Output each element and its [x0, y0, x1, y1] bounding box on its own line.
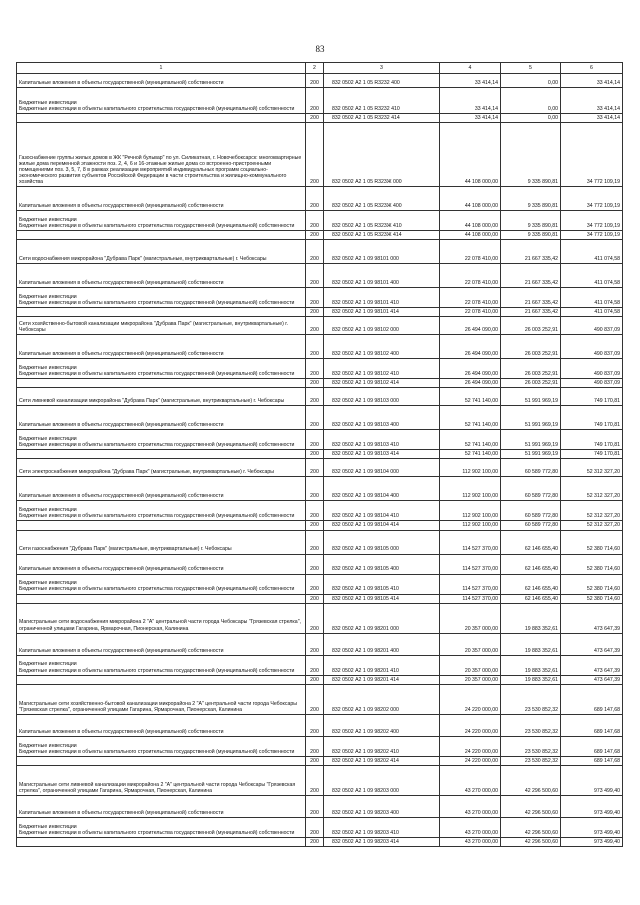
- row-value-6: 34 772 109,19: [561, 231, 623, 240]
- row-value-6: 52 312 327,20: [561, 459, 623, 477]
- row-col2: 200: [306, 88, 324, 114]
- row-name: Бюджетные инвестиции Бюджетные инвестиции в объекты капитального строительства государственной (муниципальной) собственности: [17, 88, 306, 114]
- row-col2: 200: [306, 603, 324, 633]
- row-name: Бюджетные инвестиции Бюджетные инвестиции в объекты капитального строительства государственной (муниципальной) собственности: [17, 359, 306, 379]
- row-col2: 200: [306, 335, 324, 359]
- row-value-6: 411 074,58: [561, 240, 623, 264]
- row-code: 832 0502 А2 1 09 98202 414: [324, 756, 440, 765]
- row-col2: 200: [306, 288, 324, 308]
- row-value-5: 26 003 252,91: [501, 379, 561, 388]
- row-name: Капитальные вложения в объекты государственной (муниципальной) собственности: [17, 714, 306, 736]
- row-col2: 200: [306, 675, 324, 684]
- table-row: [17, 837, 623, 846]
- row-value-4: 44 108 000,00: [440, 211, 501, 231]
- row-col2: 200: [306, 655, 324, 675]
- row-value-5: 21 667 335,42: [501, 240, 561, 264]
- row-value-6: 749 170,81: [561, 450, 623, 459]
- row-code: 832 0502 А2 1 09 98105 000: [324, 530, 440, 554]
- row-col2: 200: [306, 406, 324, 430]
- row-col2: 200: [306, 554, 324, 574]
- table-row: [17, 594, 623, 603]
- row-value-6: 52 380 714,60: [561, 574, 623, 594]
- row-code: 832 0502 А2 1 05 R323Ж 414: [324, 231, 440, 240]
- row-value-6: 473 647,39: [561, 603, 623, 633]
- row-name: Сети газоснабжения "Дубрава Парк" (магистральные, внутриквартальные) г. Чебоксары: [17, 530, 306, 554]
- row-col2: 200: [306, 756, 324, 765]
- table-row: [17, 530, 623, 554]
- table-row: [17, 684, 623, 714]
- row-value-5: 0,00: [501, 88, 561, 114]
- row-code: 832 0502 А2 1 09 98102 400: [324, 335, 440, 359]
- row-col2: 200: [306, 817, 324, 837]
- row-col2: 200: [306, 501, 324, 521]
- table-row: [17, 288, 623, 308]
- row-value-4: 22 078 410,00: [440, 264, 501, 288]
- row-value-4: 112 902 100,00: [440, 459, 501, 477]
- row-value-6: 411 074,58: [561, 264, 623, 288]
- row-code: 832 0502 А2 1 09 98203 410: [324, 817, 440, 837]
- row-value-4: 52 741 140,00: [440, 406, 501, 430]
- table-row: [17, 521, 623, 530]
- row-name: Сети ливневой канализации микрорайона "Дубрава Парк" (магистральные, внутриквартальные) г. Чебоксары: [17, 388, 306, 406]
- row-col2: 200: [306, 736, 324, 756]
- table-row: [17, 633, 623, 655]
- row-value-5: 23 530 852,32: [501, 736, 561, 756]
- row-name: Капитальные вложения в объекты государственной (муниципальной) собственности: [17, 187, 306, 211]
- row-value-5: 19 883 352,61: [501, 675, 561, 684]
- row-col2: 200: [306, 521, 324, 530]
- row-name: [17, 521, 306, 530]
- row-value-4: 20 357 000,00: [440, 655, 501, 675]
- row-value-5: 19 883 352,61: [501, 603, 561, 633]
- row-code: 832 0502 А2 1 05 R3232 400: [324, 74, 440, 88]
- row-code: 832 0502 А2 1 09 98105 414: [324, 594, 440, 603]
- row-name: [17, 837, 306, 846]
- table-row: [17, 714, 623, 736]
- row-value-4: 43 270 000,00: [440, 837, 501, 846]
- row-code: 832 0502 А2 1 09 98105 410: [324, 574, 440, 594]
- row-name: [17, 231, 306, 240]
- row-col2: 200: [306, 123, 324, 187]
- row-value-5: 0,00: [501, 74, 561, 88]
- row-value-5: 21 667 335,42: [501, 288, 561, 308]
- row-value-5: 42 296 500,60: [501, 837, 561, 846]
- row-name: Бюджетные инвестиции Бюджетные инвестиции в объекты капитального строительства государственной (муниципальной) собственности: [17, 574, 306, 594]
- row-name: Бюджетные инвестиции Бюджетные инвестиции в объекты капитального строительства государственной (муниципальной) собственности: [17, 430, 306, 450]
- row-code: 832 0502 А2 1 05 R323Ж 400: [324, 187, 440, 211]
- row-code: 832 0502 А2 1 09 98105 400: [324, 554, 440, 574]
- column-header: 3: [324, 63, 440, 74]
- row-value-6: 34 772 109,19: [561, 187, 623, 211]
- row-value-4: 22 078 410,00: [440, 240, 501, 264]
- row-col2: 200: [306, 308, 324, 317]
- row-value-5: 51 991 969,19: [501, 406, 561, 430]
- row-value-5: 51 991 969,19: [501, 388, 561, 406]
- row-value-6: 689 147,68: [561, 756, 623, 765]
- row-code: 832 0502 А2 1 09 98201 400: [324, 633, 440, 655]
- table-row: [17, 359, 623, 379]
- budget-table: [16, 62, 623, 847]
- table-row: [17, 74, 623, 88]
- row-code: 832 0502 А2 1 09 98203 000: [324, 765, 440, 795]
- row-col2: 200: [306, 211, 324, 231]
- row-value-5: 62 146 655,40: [501, 530, 561, 554]
- row-value-5: 51 991 969,19: [501, 450, 561, 459]
- table-row: [17, 379, 623, 388]
- row-value-5: 23 530 852,32: [501, 756, 561, 765]
- row-value-4: 43 270 000,00: [440, 817, 501, 837]
- row-name: Капитальные вложения в объекты государственной (муниципальной) собственности: [17, 554, 306, 574]
- table-row: [17, 765, 623, 795]
- row-value-6: 52 380 714,60: [561, 594, 623, 603]
- row-name: Магистральные сети водоснабжения микрорайона 2 "А" центральной части города Чебоксары "Грязевская стрелка", ограниченной улицами Гагарина, Ярмарочная, Пионерская, Калинина: [17, 603, 306, 633]
- row-value-5: 62 146 655,40: [501, 554, 561, 574]
- table-row: [17, 317, 623, 335]
- row-col2: 200: [306, 530, 324, 554]
- row-value-4: 44 108 000,00: [440, 123, 501, 187]
- row-name: Капитальные вложения в объекты государственной (муниципальной) собственности: [17, 335, 306, 359]
- table-row: [17, 603, 623, 633]
- row-value-6: 749 170,81: [561, 406, 623, 430]
- row-col2: 200: [306, 795, 324, 817]
- row-code: 832 0502 А2 1 09 98101 410: [324, 288, 440, 308]
- table-row: [17, 450, 623, 459]
- row-value-5: 62 146 655,40: [501, 594, 561, 603]
- row-value-4: 114 527 370,00: [440, 530, 501, 554]
- row-value-6: 52 380 714,60: [561, 554, 623, 574]
- row-col2: 200: [306, 765, 324, 795]
- row-value-4: 20 357 000,00: [440, 603, 501, 633]
- table-body: [17, 74, 623, 847]
- row-col2: 200: [306, 633, 324, 655]
- row-value-6: 689 147,68: [561, 714, 623, 736]
- table-row: [17, 308, 623, 317]
- row-code: 832 0502 А2 1 09 98101 000: [324, 240, 440, 264]
- row-col2: 200: [306, 379, 324, 388]
- row-value-4: 24 220 000,00: [440, 756, 501, 765]
- row-col2: 200: [306, 264, 324, 288]
- row-name: Капитальные вложения в объекты государственной (муниципальной) собственности: [17, 406, 306, 430]
- row-value-5: 19 883 352,61: [501, 655, 561, 675]
- row-code: 832 0502 А2 1 09 98201 000: [324, 603, 440, 633]
- row-code: 832 0502 А2 1 09 98102 000: [324, 317, 440, 335]
- row-code: 832 0502 А2 1 09 98103 414: [324, 450, 440, 459]
- row-value-5: 19 883 352,61: [501, 633, 561, 655]
- table-row: [17, 88, 623, 114]
- row-code: 832 0502 А2 1 09 98104 410: [324, 501, 440, 521]
- row-value-4: 112 902 100,00: [440, 521, 501, 530]
- row-col2: 200: [306, 477, 324, 501]
- row-value-5: 60 589 772,80: [501, 477, 561, 501]
- row-value-5: 21 667 335,42: [501, 264, 561, 288]
- row-value-4: 26 494 090,00: [440, 317, 501, 335]
- row-col2: 200: [306, 114, 324, 123]
- row-name: [17, 379, 306, 388]
- row-col2: 200: [306, 231, 324, 240]
- row-value-6: 52 312 327,20: [561, 477, 623, 501]
- row-name: Бюджетные инвестиции Бюджетные инвестиции в объекты капитального строительства государственной (муниципальной) собственности: [17, 288, 306, 308]
- row-col2: 200: [306, 430, 324, 450]
- row-value-4: 43 270 000,00: [440, 795, 501, 817]
- column-header: 2: [306, 63, 324, 74]
- row-code: 832 0502 А2 1 09 98104 414: [324, 521, 440, 530]
- row-code: 832 0502 А2 1 09 98101 414: [324, 308, 440, 317]
- row-col2: 200: [306, 388, 324, 406]
- row-code: 832 0502 А2 1 05 R3232 410: [324, 88, 440, 114]
- row-code: 832 0502 А2 1 09 98103 400: [324, 406, 440, 430]
- row-col2: 200: [306, 574, 324, 594]
- row-value-5: 62 146 655,40: [501, 574, 561, 594]
- row-value-6: 33 414,14: [561, 88, 623, 114]
- row-value-5: 26 003 252,91: [501, 317, 561, 335]
- row-col2: 200: [306, 187, 324, 211]
- row-value-6: 749 170,81: [561, 430, 623, 450]
- row-code: 832 0502 А2 1 09 98104 000: [324, 459, 440, 477]
- row-name: Магистральные сети хозяйственно-бытовой канализации микрорайона 2 "А" центральной части города Чебоксары "Грязевская стрелка", ограниченной улицами Гагарина, Ярмарочная, Пионерская, Калинина: [17, 684, 306, 714]
- row-value-6: 749 170,81: [561, 388, 623, 406]
- row-value-5: 23 530 852,32: [501, 684, 561, 714]
- page-number: 83: [315, 44, 325, 54]
- row-code: 832 0502 А2 1 09 98102 410: [324, 359, 440, 379]
- row-code: 832 0502 А2 1 09 98103 000: [324, 388, 440, 406]
- row-name: Капитальные вложения в объекты государственной (муниципальной) собственности: [17, 633, 306, 655]
- row-col2: 200: [306, 714, 324, 736]
- table-row: [17, 574, 623, 594]
- row-value-5: 9 335 890,81: [501, 187, 561, 211]
- row-value-6: 34 772 109,19: [561, 123, 623, 187]
- column-header: 1: [17, 63, 306, 74]
- row-value-4: 44 108 000,00: [440, 231, 501, 240]
- row-name: Сети водоснабжения микрорайона "Дубрава Парк" (магистральные, внутриквартальные) г. Чебоксары: [17, 240, 306, 264]
- row-value-4: 24 220 000,00: [440, 684, 501, 714]
- row-code: 832 0502 А2 1 09 98103 410: [324, 430, 440, 450]
- row-value-6: 973 499,40: [561, 837, 623, 846]
- row-value-4: 114 527 370,00: [440, 554, 501, 574]
- table-row: [17, 335, 623, 359]
- table-row: [17, 736, 623, 756]
- row-value-6: 411 074,58: [561, 288, 623, 308]
- row-value-4: 26 494 090,00: [440, 379, 501, 388]
- row-col2: 200: [306, 837, 324, 846]
- row-code: 832 0502 А2 1 05 R3232 414: [324, 114, 440, 123]
- row-value-6: 973 499,40: [561, 817, 623, 837]
- row-value-6: 34 772 109,19: [561, 211, 623, 231]
- row-code: 832 0502 А2 1 09 98202 400: [324, 714, 440, 736]
- row-name: Бюджетные инвестиции Бюджетные инвестиции в объекты капитального строительства государственной (муниципальной) собственности: [17, 736, 306, 756]
- row-value-6: 33 414,14: [561, 74, 623, 88]
- row-code: 832 0502 А2 1 05 R323Ж 000: [324, 123, 440, 187]
- row-value-4: 33 414,14: [440, 114, 501, 123]
- row-value-5: 60 589 772,80: [501, 501, 561, 521]
- table-row: [17, 756, 623, 765]
- row-value-5: 21 667 335,42: [501, 308, 561, 317]
- row-value-4: 44 108 000,00: [440, 187, 501, 211]
- row-name: Капитальные вложения в объекты государственной (муниципальной) собственности: [17, 264, 306, 288]
- row-name: Капитальные вложения в объекты государственной (муниципальной) собственности: [17, 795, 306, 817]
- row-name: Магистральные сети ливневой канализации микрорайона 2 "А" центральной части города Чебоксары "Грязевская стрелка", ограниченной улицами Гагарина, Ярмарочная, Пионерская, Калинина: [17, 765, 306, 795]
- row-name: [17, 114, 306, 123]
- row-name: Сети электроснабжения микрорайона "Дубрава Парк" (магистральные, внутриквартальные) г. Чебоксары: [17, 459, 306, 477]
- column-header: 4: [440, 63, 501, 74]
- row-value-4: 52 741 140,00: [440, 430, 501, 450]
- row-name: Бюджетные инвестиции Бюджетные инвестиции в объекты капитального строительства государственной (муниципальной) собственности: [17, 655, 306, 675]
- row-value-6: 473 647,39: [561, 633, 623, 655]
- column-header: 6: [561, 63, 623, 74]
- row-value-6: 52 312 327,20: [561, 501, 623, 521]
- row-col2: 200: [306, 684, 324, 714]
- row-value-6: 490 837,09: [561, 335, 623, 359]
- row-value-4: 52 741 140,00: [440, 388, 501, 406]
- row-value-6: 33 414,14: [561, 114, 623, 123]
- row-value-4: 43 270 000,00: [440, 765, 501, 795]
- row-value-6: 973 499,40: [561, 795, 623, 817]
- row-value-4: 20 357 000,00: [440, 675, 501, 684]
- row-value-4: 22 078 410,00: [440, 308, 501, 317]
- row-value-6: 411 074,58: [561, 308, 623, 317]
- table-row: [17, 240, 623, 264]
- row-value-4: 20 357 000,00: [440, 633, 501, 655]
- row-value-4: 112 902 100,00: [440, 477, 501, 501]
- row-col2: 200: [306, 450, 324, 459]
- row-value-5: 42 296 500,60: [501, 795, 561, 817]
- table-row: [17, 264, 623, 288]
- row-value-5: 26 003 252,91: [501, 359, 561, 379]
- table-row: [17, 430, 623, 450]
- row-name: [17, 450, 306, 459]
- row-name: Сети хозяйственно-бытовой канализации микрорайона "Дубрава Парк" (магистральные, внутриквартальные) г. Чебоксары: [17, 317, 306, 335]
- row-value-4: 24 220 000,00: [440, 736, 501, 756]
- row-value-6: 473 647,39: [561, 675, 623, 684]
- row-name: Капитальные вложения в объекты государственной (муниципальной) собственности: [17, 477, 306, 501]
- row-code: 832 0502 А2 1 09 98202 410: [324, 736, 440, 756]
- row-value-5: 0,00: [501, 114, 561, 123]
- row-name: Бюджетные инвестиции Бюджетные инвестиции в объекты капитального строительства государственной (муниципальной) собственности: [17, 501, 306, 521]
- row-code: 832 0502 А2 1 05 R323Ж 410: [324, 211, 440, 231]
- row-code: 832 0502 А2 1 09 98101 400: [324, 264, 440, 288]
- row-name: Бюджетные инвестиции Бюджетные инвестиции в объекты капитального строительства государственной (муниципальной) собственности: [17, 211, 306, 231]
- row-col2: 200: [306, 74, 324, 88]
- row-value-5: 9 335 890,81: [501, 211, 561, 231]
- table-row: [17, 114, 623, 123]
- table-row: [17, 211, 623, 231]
- row-code: 832 0502 А2 1 09 98203 400: [324, 795, 440, 817]
- row-value-4: 26 494 090,00: [440, 359, 501, 379]
- row-code: 832 0502 А2 1 09 98202 000: [324, 684, 440, 714]
- row-code: 832 0502 А2 1 09 98102 414: [324, 379, 440, 388]
- row-code: 832 0502 А2 1 09 98201 410: [324, 655, 440, 675]
- table-row: [17, 388, 623, 406]
- table-row: [17, 655, 623, 675]
- row-value-6: 689 147,68: [561, 736, 623, 756]
- row-col2: 200: [306, 240, 324, 264]
- row-col2: 200: [306, 359, 324, 379]
- table-row: [17, 554, 623, 574]
- row-code: 832 0502 А2 1 09 98104 400: [324, 477, 440, 501]
- row-value-4: 52 741 140,00: [440, 450, 501, 459]
- row-code: 832 0502 А2 1 09 98201 414: [324, 675, 440, 684]
- table-row: [17, 187, 623, 211]
- row-name: [17, 756, 306, 765]
- table-row: [17, 675, 623, 684]
- table-row: [17, 817, 623, 837]
- row-name: Капитальные вложения в объекты государственной (муниципальной) собственности: [17, 74, 306, 88]
- row-value-5: 9 335 890,81: [501, 123, 561, 187]
- table-row: [17, 477, 623, 501]
- row-value-5: 60 589 772,80: [501, 521, 561, 530]
- row-value-4: 24 220 000,00: [440, 714, 501, 736]
- row-value-6: 490 837,09: [561, 379, 623, 388]
- row-value-4: 33 414,14: [440, 88, 501, 114]
- row-name: Бюджетные инвестиции Бюджетные инвестиции в объекты капитального строительства государственной (муниципальной) собственности: [17, 817, 306, 837]
- row-value-5: 9 335 890,81: [501, 231, 561, 240]
- row-value-4: 114 527 370,00: [440, 594, 501, 603]
- row-value-4: 26 494 090,00: [440, 335, 501, 359]
- row-value-6: 490 837,09: [561, 317, 623, 335]
- row-code: 832 0502 А2 1 09 98203 414: [324, 837, 440, 846]
- row-col2: 200: [306, 594, 324, 603]
- row-value-5: 51 991 969,19: [501, 430, 561, 450]
- row-name: [17, 594, 306, 603]
- row-value-5: 42 296 500,60: [501, 765, 561, 795]
- row-name: [17, 675, 306, 684]
- row-col2: 200: [306, 317, 324, 335]
- header-row: [17, 63, 623, 74]
- row-col2: 200: [306, 459, 324, 477]
- table-row: [17, 231, 623, 240]
- row-value-5: 60 589 772,80: [501, 459, 561, 477]
- row-value-4: 22 078 410,00: [440, 288, 501, 308]
- row-value-4: 114 527 370,00: [440, 574, 501, 594]
- row-value-6: 52 312 327,20: [561, 521, 623, 530]
- table-row: [17, 501, 623, 521]
- row-value-5: 23 530 852,32: [501, 714, 561, 736]
- table-row: [17, 459, 623, 477]
- column-header: 5: [501, 63, 561, 74]
- row-value-5: 26 003 252,91: [501, 335, 561, 359]
- row-name: Газоснабжение группы жилых домов в ЖК "Речной бульвар" по ул. Силикатная, г. Новочебоксарск: многоквартирные жилые дома переменной этажности поз. 2, 4, 6 и 16-этажные жилые дома со встроенно-пристроенными помещениями поз. 3, 5, 7, 8 в рамках реализации мероприятий индивидуальных программ социально-экономического развития субъектов Российской Федерации в части строительства и жилищно-коммунального хозяйства: [17, 123, 306, 187]
- row-value-6: 973 499,40: [561, 765, 623, 795]
- row-value-6: 689 147,68: [561, 684, 623, 714]
- row-value-6: 473 647,39: [561, 655, 623, 675]
- table-row: [17, 406, 623, 430]
- row-name: [17, 308, 306, 317]
- table-row: [17, 795, 623, 817]
- row-value-6: 52 380 714,60: [561, 530, 623, 554]
- row-value-5: 42 296 500,60: [501, 817, 561, 837]
- row-value-6: 490 837,09: [561, 359, 623, 379]
- table-row: [17, 123, 623, 187]
- row-value-4: 112 902 100,00: [440, 501, 501, 521]
- row-value-4: 33 414,14: [440, 74, 501, 88]
